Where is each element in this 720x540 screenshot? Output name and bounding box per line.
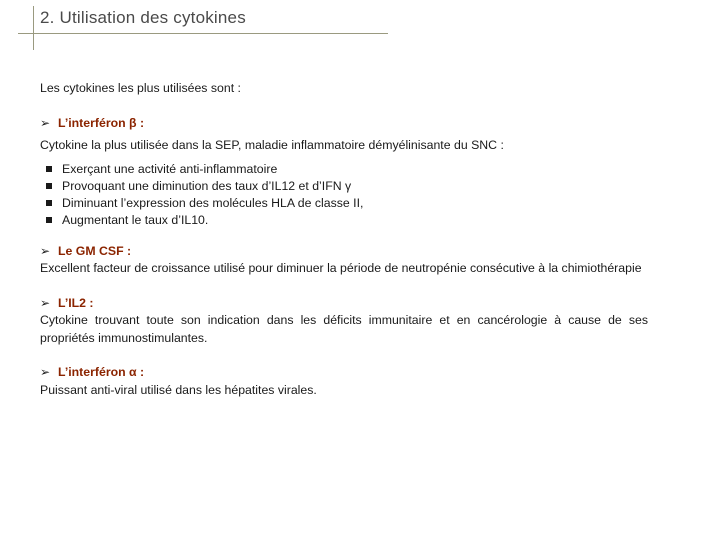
arrow-bullet-icon: ➢ (40, 295, 51, 310)
intro-text: Les cytokines les plus utilisées sont : (40, 81, 241, 95)
list-item (40, 161, 648, 178)
section-body: Cytokine trouvant toute son indication dans les déficits immunitaire et en cancérologie à cause de ses propriétés immunostimulantes. (40, 313, 648, 345)
square-bullet-icon (46, 166, 52, 172)
square-bullet-icon (46, 183, 52, 189)
section-heading (40, 243, 648, 261)
title-vertical-rule (33, 6, 34, 50)
slide-title: 2. Utilisation des cytokines (40, 8, 246, 27)
list-item (40, 178, 648, 195)
section-body: Cytokine la plus utilisée dans la SEP, maladie inflammatoire démyélinisante du SNC : (40, 138, 504, 152)
section-heading-text: L’interféron α : (58, 365, 145, 379)
bullet-list (40, 161, 648, 229)
section-body: Excellent facteur de croissance utilisé pour diminuer la période de neutropénie consécutive à la chimiothérapie (40, 261, 642, 275)
section-gm-csf (40, 243, 648, 278)
list-item (40, 195, 648, 212)
section-interferon-alpha (40, 364, 648, 399)
section-heading (40, 364, 648, 382)
list-item (40, 212, 648, 229)
arrow-bullet-icon: ➢ (40, 243, 51, 258)
section-heading-text: L’interféron β : (58, 115, 145, 130)
list-item-text: Diminuant l’expression des molécules HLA de classe II, (62, 195, 364, 210)
section-body: Puissant anti-viral utilisé dans les hépatites virales. (40, 382, 317, 397)
square-bullet-icon (46, 217, 52, 223)
title-horizontal-rule (18, 33, 388, 34)
square-bullet-icon (46, 200, 52, 206)
arrow-bullet-icon: ➢ (40, 115, 51, 130)
slide-content (40, 80, 648, 399)
section-il2 (40, 295, 648, 348)
section-heading-text: Le GM CSF : (58, 243, 132, 258)
section-interferon-beta (40, 115, 648, 229)
section-heading (40, 115, 648, 133)
list-item-text: Provoquant une diminution des taux d’IL12 et d’IFN γ (62, 178, 352, 193)
arrow-bullet-icon: ➢ (40, 365, 51, 379)
list-item-text: Exerçant une activité anti-inflammatoire (62, 161, 278, 176)
list-item-text: Augmentant le taux d’IL10. (62, 212, 209, 227)
section-heading (40, 295, 648, 313)
section-heading-text: L’IL2 : (58, 295, 94, 310)
